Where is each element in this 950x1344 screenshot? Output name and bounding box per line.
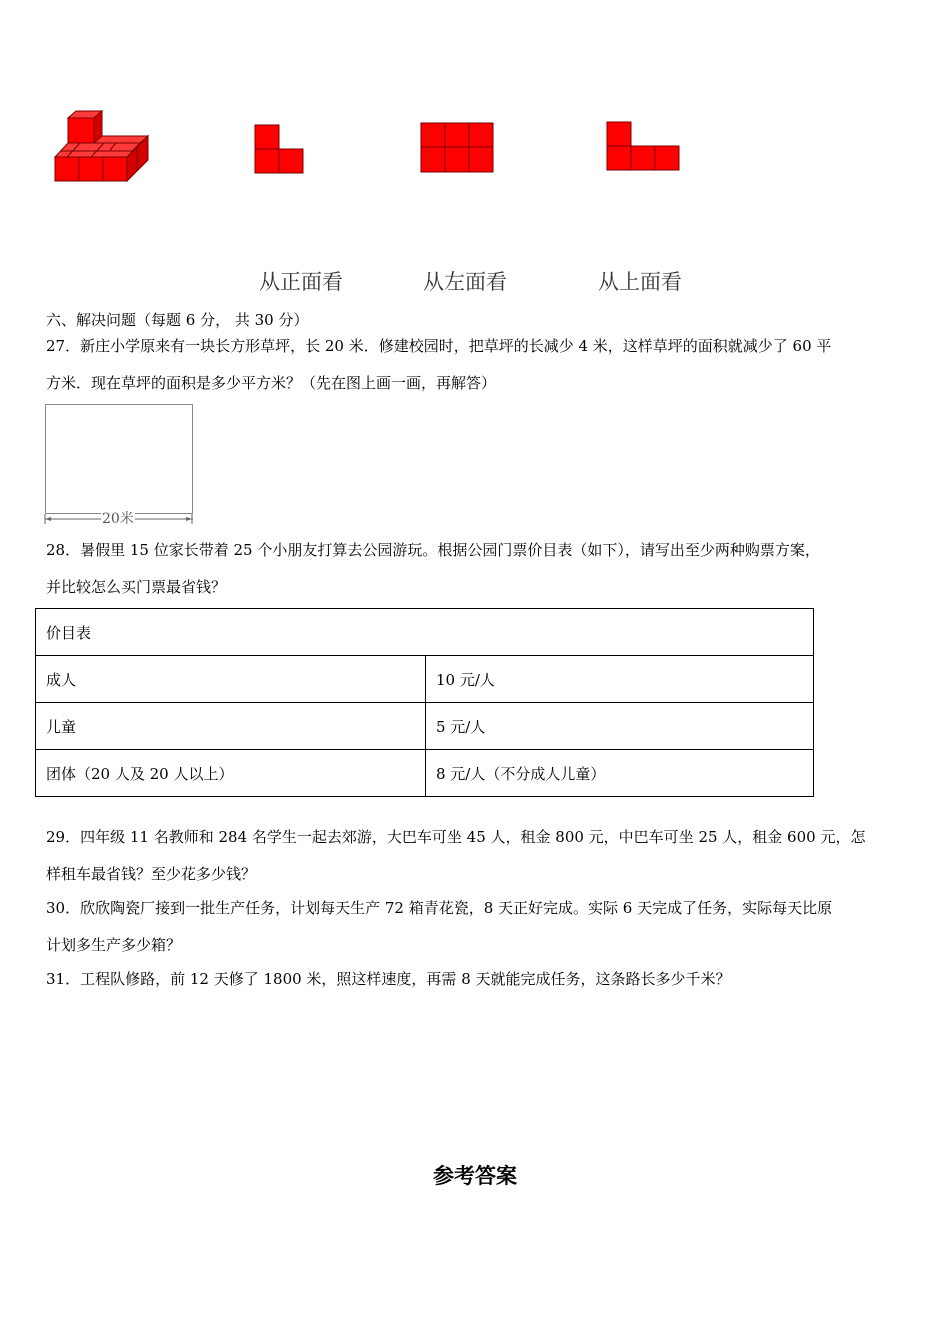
q28-line1: 28．暑假里 15 位家长带着 25 个小朋友打算去公园游玩。根据公园门票价目表（如下），请写出至少两种购票方案， [46, 541, 820, 559]
q30-line1: 30．欣欣陶瓷厂接到一批生产任务，计划每天生产 72 箱青花瓷，8 天正好完成。实际 6 天完成了任务，实际每天比原 [46, 899, 833, 917]
view-label-left: 从左面看 [423, 270, 507, 294]
table-row [36, 703, 814, 750]
price-table-title: 价目表 [36, 609, 814, 656]
ticket-type-cell: 团体（20 人及 20 人以上） [36, 750, 426, 797]
q30-line2: 计划多生产多少箱？ [46, 936, 182, 954]
answer-section-title: 参考答案 [433, 1164, 517, 1188]
table-row [36, 656, 814, 703]
front-view-figure [254, 124, 304, 174]
left-view-figure [420, 122, 494, 173]
table-row [36, 750, 814, 797]
ticket-price-cell: 5 元/人 [426, 703, 814, 750]
length-label: 20米 [102, 511, 134, 527]
ticket-type-cell: 儿童 [36, 703, 426, 750]
q29-line1: 29．四年级 11 名教师和 284 名学生一起去郊游，大巴车可坐 45 人，租金 800 元，中巴车可坐 25 人，租金 600 元，怎 [46, 828, 866, 846]
q31-line1: 31．工程队修路，前 12 天修了 1800 米，照这样速度，再需 8 天就能完成任务，这条路长多少千米？ [46, 970, 731, 988]
q27-line1: 27．新庄小学原来有一块长方形草坪，长 20 米．修建校园时，把草坪的长减少 4 米，这样草坪的面积就减少了 60 平 [46, 337, 832, 355]
top-view-figure [606, 121, 680, 172]
q27-line2: 方米．现在草坪的面积是多少平方米？（先在图上画一画，再解答） [46, 374, 497, 392]
section-heading: 六、解决问题（每题 6 分， 共 30 分） [46, 311, 309, 329]
q28-line2: 并比较怎么买门票最省钱？ [46, 578, 227, 596]
view-label-front: 从正面看 [259, 270, 343, 294]
lawn-rectangle-diagram [45, 404, 193, 514]
price-table [35, 608, 814, 797]
q29-line2: 样租车最省钱？至少花多少钱？ [46, 865, 257, 883]
view-label-top: 从上面看 [598, 270, 682, 294]
cube-3d-figure [52, 110, 152, 184]
ticket-price-cell: 8 元/人（不分成人儿童） [426, 750, 814, 797]
ticket-price-cell: 10 元/人 [426, 656, 814, 703]
ticket-type-cell: 成人 [36, 656, 426, 703]
